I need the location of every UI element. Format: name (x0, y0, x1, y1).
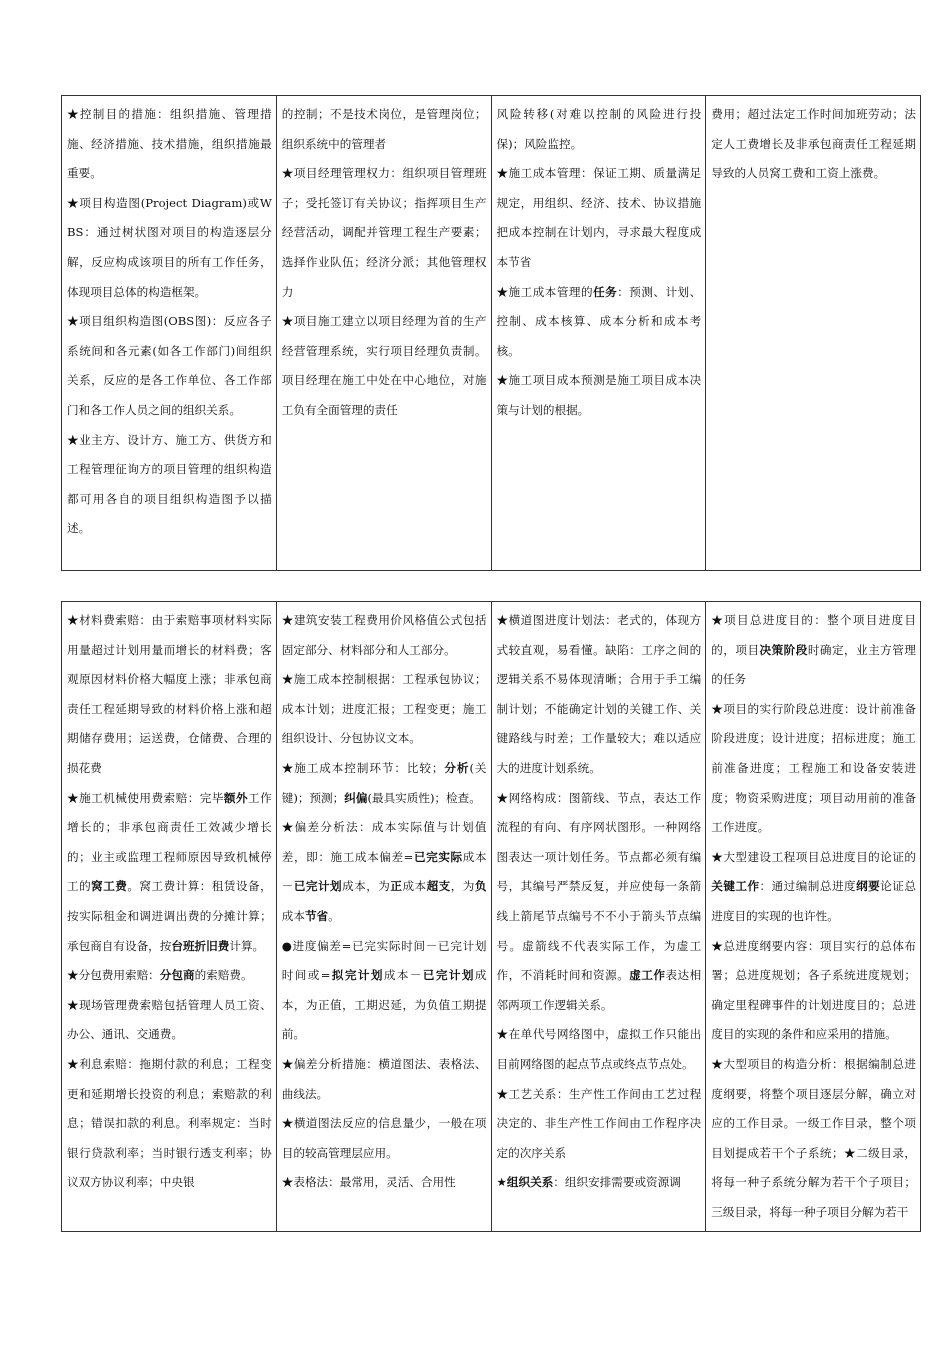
paragraph: ★施工成本控制环节：比较；分析(关键)；预测；纠偏(最具实质性)；检查。 (281, 760, 487, 805)
table-cell (62, 96, 277, 571)
paragraph: 的控制；不是技术岗位，是管理岗位；组织系统中的管理者 (281, 107, 487, 151)
notes-table-bottom (61, 601, 921, 1232)
paragraph: ★分包费用索赔：分包商的索赔费。 (67, 968, 253, 983)
table-row (62, 602, 921, 1232)
table-cell (706, 96, 921, 571)
paragraph: ★大型项目的构造分析：根据编制总进度纲要，将整个项目逐层分解，确立对应的工作目录。一级工作目录，整个项目划提成若干个子系统；★二级目录，将每一种子系统分解为若干个子项目；三级目录，将每一种子项目分解为若干 (711, 1056, 916, 1219)
paragraph: ★网络构成：图箭线、节点，表达工作流程的有向、有序网状图形。一种网络图表达一项计划任务。节点都必须有编号，其编号严禁反复，并应使每一条箭线上箭尾节点编号不不小于箭头节点编号。虚箭线不代表实际工作，为虚工作，不消耗时间和资源。虚工作表达相邻两项工作逻辑关系。 (496, 790, 702, 1012)
paragraph: 费用；超过法定工作时间加班劳动；法定人工费增长及非承包商责任工程延期导致的人员窝工费和工资上涨费。 (711, 107, 916, 181)
paragraph: ★建筑安装工程费用价风格值公式包括固定部分、材料部分和人工部分。 (281, 613, 487, 657)
paragraph: ★工艺关系：生产性工作间由工艺过程决定的、非生产性工作间由工作程序决定的次序关系 (496, 1086, 702, 1160)
paragraph: ★横道图进度计划法：老式的，体现方式较直观，易看懂。缺陷：工序之间的逻辑关系不易体现清晰；合用于手工编制计划；不能确定计划的关键工作、关键路线与时差；工作量较大；难以适应大的进度计划系统。 (496, 613, 702, 775)
paragraph: ★项目施工建立以项目经理为首的生产经营管理系统，实行项目经理负责制。项目经理在施工中处在中心地位，对施工负有全面管理的责任 (281, 314, 487, 417)
notes-table-top (61, 95, 921, 571)
paragraph: ★总进度纲要内容：项目实行的总体布署；总进度规划；各子系统进度规划；确定里程碑事件的计划进度目的；总进度目的实现的条件和应采用的措施。 (711, 938, 916, 1042)
paragraph: 风险转移(对难以控制的风险进行投保)；风险监控。 (496, 107, 702, 151)
paragraph: ★施工机械使用费索赔：完毕额外工作增长的；非承包商责任工效减少增长的；业主或监理工程师原因导致机械停工的窝工费。窝工费计算：租赁设备，按实际租金和调进调出费的分摊计算；承包商自有设备，按台班折旧费计算。 (67, 790, 272, 953)
paragraph: ★在单代号网络图中，虚拟工作只能出目前网络图的起点节点或终点节点处。 (496, 1027, 702, 1071)
paragraph: ★施工项目成本预测是施工项目成本决策与计划的根据。 (496, 373, 702, 417)
table-cell (276, 602, 491, 1232)
table-row (62, 96, 921, 571)
paragraph: ★横道图法反应的信息量少，一般在项目的较高管理层应用。 (281, 1116, 487, 1160)
table-cell (276, 96, 491, 571)
paragraph: ★项目总进度目的：整个项目进度目的，项目决策阶段时确定，业主方管理的任务 (711, 613, 916, 687)
paragraph: ★项目组织构造图(OBS图)：反应各子系统间和各元素(如各工作部门)间组织关系，反应的是各工作单位、各工作部门和各工作人员之间的组织关系。 (67, 314, 272, 417)
table-cell (62, 602, 277, 1232)
paragraph: ★现场管理费索赔包括管理人员工资、办公、通讯、交通费。 (67, 997, 272, 1042)
table-cell (491, 96, 706, 571)
paragraph: ★业主方、设计方、施工方、供货方和工程管理征询方的项目管理的组织构造都可用各自的项目组织构造图予以描述。 (67, 432, 272, 536)
paragraph: ★偏差分析措施：横道图法、表格法、曲线法。 (281, 1056, 487, 1101)
paragraph: ★项目经理管理权力：组织项目管理班子；受托签订有关协议；指挥项目生产经营活动，调配并管理工程生产要素；选择作业队伍；经济分派；其他管理权力 (281, 166, 487, 299)
paragraph: ★大型建设工程项目总进度目的论证的关键工作：通过编制总进度纲要论证总进度目的实现的也许性。 (711, 849, 916, 923)
paragraph: ★施工成本管理的任务：预测、计划、控制、成本核算、成本分析和成本考核。 (496, 284, 702, 358)
paragraph: ★项目构造图(Project Diagram)或WBS：通过树状图对项目的构造逐层分解，反应构成该项目的所有工作任务，体现项目总体的构造框架。 (67, 195, 272, 299)
paragraph: ★组织关系：组织安排需要或资源调 (496, 1175, 681, 1190)
paragraph: ★施工成本控制根据：工程承包协议；成本计划；进度汇报；工程变更；施工组织设计、分包协议文本。 (281, 672, 487, 746)
table-cell (706, 602, 921, 1232)
paragraph: ★项目的实行阶段总进度：设计前准备阶段进度；设计进度；招标进度；施工前准备进度；工程施工和设备安装进度；物资采购进度；项目动用前的准备工作进度。 (711, 701, 916, 835)
paragraph: ★材料费索赔：由于索赔事项材料实际用量超过计划用量而增长的材料费；客观原因材料价格大幅度上涨；非承包商责任工程延期导致的材料价格上涨和超期储存费用；运送费，仓储费、合理的损花费 (67, 613, 272, 775)
paragraph: ★利息索赔：拖期付款的利息；工程变更和延期增长投资的利息；索赔款的利息；错误扣款的利息。利率规定：当时银行贷款利率；当时银行透支利率；协议双方协议利率；中央银 (67, 1056, 272, 1190)
paragraph: ★施工成本管理：保证工期、质量满足规定，用组织、经济、技术、协议措施把成本控制在计划内，寻求最大程度成本节省 (496, 166, 702, 269)
paragraph: ●进度偏差=已完实际时间－已完计划时间或=拟完计划成本－已完计划成本，为正值，工期迟延，为负值工期提前。 (281, 938, 487, 1042)
paragraph: ★控制目的措施：组织措施、管理措施、经济措施、技术措施，组织措施最重要。 (67, 107, 272, 181)
paragraph: ★偏差分析法：成本实际值与计划值差，即：施工成本偏差=已完实际成本－已完计划成本，为正成本超支，为负成本节省。 (281, 820, 487, 923)
table-cell (491, 602, 706, 1232)
paragraph: ★表格法：最常用，灵活、合用性 (281, 1175, 456, 1190)
